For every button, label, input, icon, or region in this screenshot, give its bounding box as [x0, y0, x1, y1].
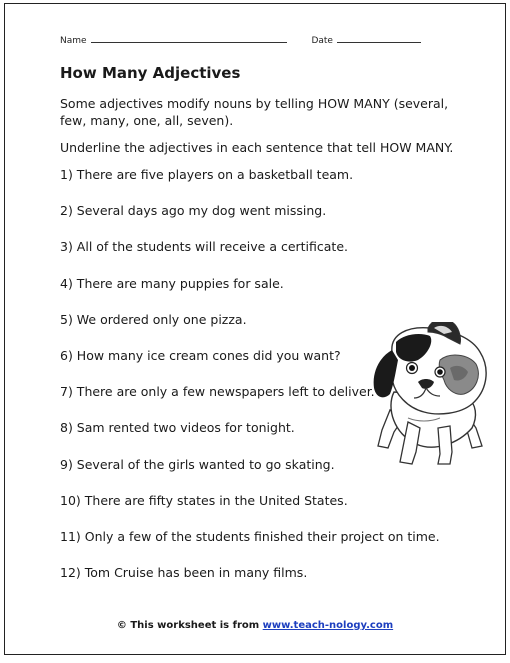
sentence-item: 6) How many ice cream cones did you want?: [60, 347, 341, 363]
sentence-item: 3) All of the students will receive a certificate.: [60, 239, 349, 255]
sentence-item: 7) There are only a few newspapers left to deliver.: [60, 384, 375, 400]
name-label: Name: [60, 36, 87, 46]
sentence-item: 12) Tom Cruise has been in many films.: [60, 565, 308, 581]
sentence-item: 8) Sam rented two videos for tonight.: [60, 420, 295, 436]
sentence-item: 11) Only a few of the students finished their project on time.: [60, 528, 440, 544]
worksheet-page: [4, 3, 506, 655]
footer-prefix: © This worksheet is from: [116, 620, 263, 631]
worksheet-title: How Many Adjectives: [60, 64, 241, 82]
footer-credit: [5, 620, 505, 631]
worksheet-header: [60, 33, 421, 46]
sentence-item: 4) There are many puppies for sale.: [60, 275, 284, 291]
date-label: Date: [311, 36, 333, 46]
sentence-item: 10) There are fifty states in the United States.: [60, 492, 348, 508]
sentence-item: 1) There are five players on a basketball team.: [60, 167, 354, 182]
sentence-item: 2) Several days ago my dog went missing.: [60, 203, 327, 219]
sentence-item: 5) We ordered only one pizza.: [60, 311, 247, 327]
sentence-item: 9) Several of the girls wanted to go skating.: [60, 456, 335, 472]
intro-text: Some adjectives modify nouns by telling HOW MANY (several, few, many, one, all, seven).: [60, 96, 449, 128]
footer-link[interactable]: www.teach-nology.com: [262, 620, 394, 631]
name-field-line[interactable]: [91, 33, 287, 43]
date-field-line[interactable]: [337, 33, 421, 43]
dog-illustration: [368, 322, 508, 472]
instruction-text: Underline the adjectives in each sentence that tell HOW MANY.: [60, 140, 454, 155]
